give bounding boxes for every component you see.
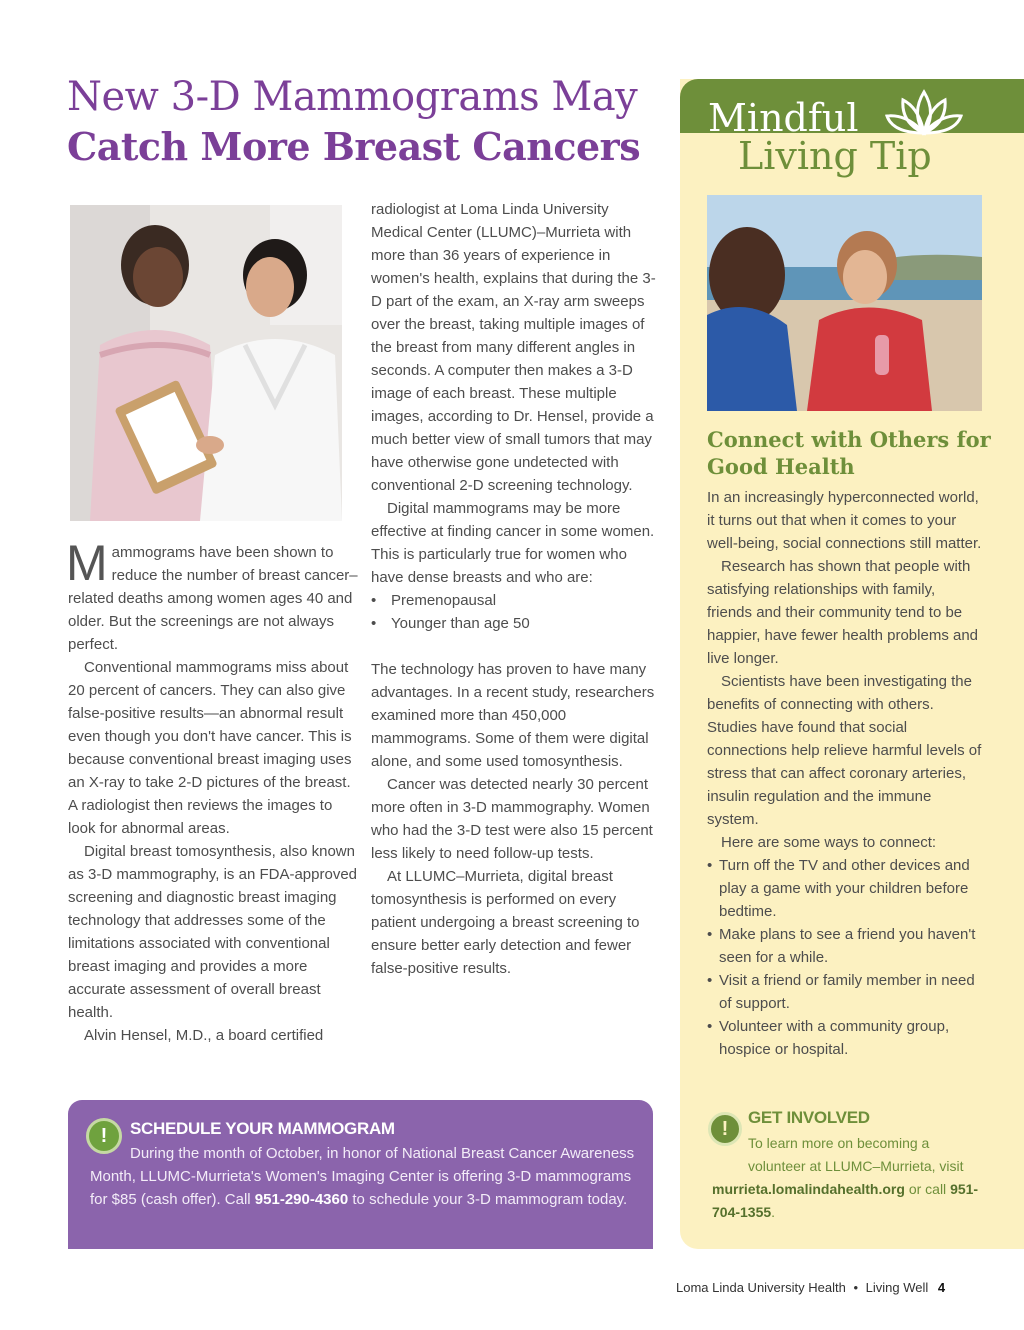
volunteer-phone: 951-704-1355 xyxy=(712,1181,979,1220)
volunteer-link[interactable]: murrieta.lomalindahealth.org xyxy=(712,1181,905,1197)
list-item: • Younger than age 50 xyxy=(371,612,663,635)
involved-text-end: . xyxy=(771,1204,776,1220)
list-item: • Volunteer with a community group, hospice or hospital. xyxy=(707,1015,982,1061)
promo-heading: SCHEDULE YOUR MAMMOGRAM xyxy=(130,1119,395,1138)
footer-separator: • xyxy=(853,1280,858,1295)
sidebar-paragraph: In an increasingly hyperconnected world, it turns out that when it comes to your well-being, social connections still matter. xyxy=(707,489,982,552)
list-item: • Turn off the TV and other devices and play a game with your children before bedtime. xyxy=(707,854,982,923)
drop-cap: M xyxy=(66,535,108,591)
sidebar-header-mindful: Mindful xyxy=(708,96,859,140)
page-footer xyxy=(676,1280,945,1295)
col1-paragraph: Conventional mammograms miss about 20 percent of cancers. They can also give false-positive results—an abnormal result even though you don't have cancer. This is because conventional breast imaging uses an X-ray to take 2-D pictures of the breast. A radiologist then reviews the images to look for abnormal areas. xyxy=(68,659,352,837)
list-item: • Visit a friend or family member in need of support. xyxy=(707,969,982,1015)
promo-text-end: to schedule your 3-D mammogram today. xyxy=(348,1191,628,1208)
mammogram-photo xyxy=(70,205,342,521)
col2-paragraph: radiologist at Loma Linda University Medical Center (LLUMC)–Murrieta with more than 36 years of experience in women's health, explains that during the 3-D part of the exam, an X-ray arm sweeps over the breast, taking multiple images of the breast from many different angles in seconds. A computer then makes a 3-D image of each breast. These multiple images, according to Dr. Hensel, provide a much better view of small tumors that may have otherwise gone undetected with conventional 2-D screening technology. xyxy=(371,201,656,494)
sidebar-paragraph: Scientists have been investigating the benefits of connecting with others. Studies have found that social connections help relieve harmful levels of stress that can affect coronary arteries, insulin regulation and the immune system. xyxy=(707,673,982,828)
col2-paragraph: At LLUMC–Murrieta, digital breast tomosynthesis is performed on every patient undergoing a breast screening to ensure better early detection and fewer false-positive results. xyxy=(371,868,640,977)
page-number: 4 xyxy=(937,1280,946,1295)
col1-paragraph: ammograms have been shown to reduce the number of breast cancer–related deaths among women ages 40 and older. But the screenings are not always perfect. xyxy=(68,544,358,653)
col2-paragraph: The technology has proven to have many advantages. In a recent study, researchers examined more than 450,000 mammograms. Some of them were digital alone, and some used tomosynthesis. xyxy=(371,661,655,770)
promo-text-main: During the month of October, in honor of National Breast Cancer Awareness Month, LLUMC-Murrieta's Women's Imaging Center is offering 3-D mammograms for $85 (cash offer). Call xyxy=(90,1145,635,1208)
col1-paragraph: Alvin Hensel, M.D., a board certified xyxy=(84,1027,324,1044)
col1-paragraph: Digital breast tomosynthesis, also known as 3-D mammography, is an FDA-approved screening and diagnostic breast imaging technology that addresses some of the limitations associated with conventional breast imaging and provides a more accurate assessment of overall breast health. xyxy=(68,843,357,1021)
sidebar-title: Connect with Others for Good Health xyxy=(707,427,991,479)
footer-publication: Living Well xyxy=(865,1280,929,1295)
promo-phone: 951-290-4360 xyxy=(254,1191,349,1208)
get-involved-heading: GET INVOLVED xyxy=(748,1108,870,1127)
involved-text-or: or call xyxy=(904,1181,951,1197)
article-column-1 xyxy=(66,535,358,1047)
article-title xyxy=(67,72,667,172)
list-item: • Premenopausal xyxy=(371,589,663,612)
exclamation-icon: ! xyxy=(708,1112,742,1146)
list-item: • Make plans to see a friend you haven't seen for a while. xyxy=(707,923,982,969)
title-line-2: Catch More Breast Cancers xyxy=(67,124,641,169)
footer-publisher: Loma Linda University Health xyxy=(676,1280,846,1295)
promo-text xyxy=(90,1142,635,1211)
involved-text-intro: To learn more on becoming a volunteer at LLUMC–Murrieta, visit xyxy=(748,1135,964,1174)
connect-ways-list xyxy=(707,854,982,1061)
sidebar-text xyxy=(707,486,982,1061)
lotus-icon xyxy=(883,88,965,138)
exclamation-icon: ! xyxy=(86,1118,122,1154)
criteria-list xyxy=(371,589,663,635)
beach-friends-photo xyxy=(707,195,982,411)
get-involved-text xyxy=(712,1132,982,1224)
sidebar-paragraph: Here are some ways to connect: xyxy=(721,834,937,851)
article-column-2 xyxy=(371,198,663,980)
title-line-1: New 3-D Mammograms May xyxy=(67,74,638,120)
col2-paragraph: Cancer was detected nearly 30 percent more often in 3-D mammography. Women who had the 3-D test were also 15 percent less likely to need follow-up tests. xyxy=(371,776,653,862)
sidebar-header-living-tip: Living Tip xyxy=(738,134,932,178)
col2-paragraph: Digital mammograms may be more effective at finding cancer in some women. This is particularly true for women who have dense breasts and who are: xyxy=(371,500,655,586)
sidebar-paragraph: Research has shown that people with satisfying relationships with family, friends and their community tend to be happier, have fewer health problems and live longer. xyxy=(707,558,979,667)
